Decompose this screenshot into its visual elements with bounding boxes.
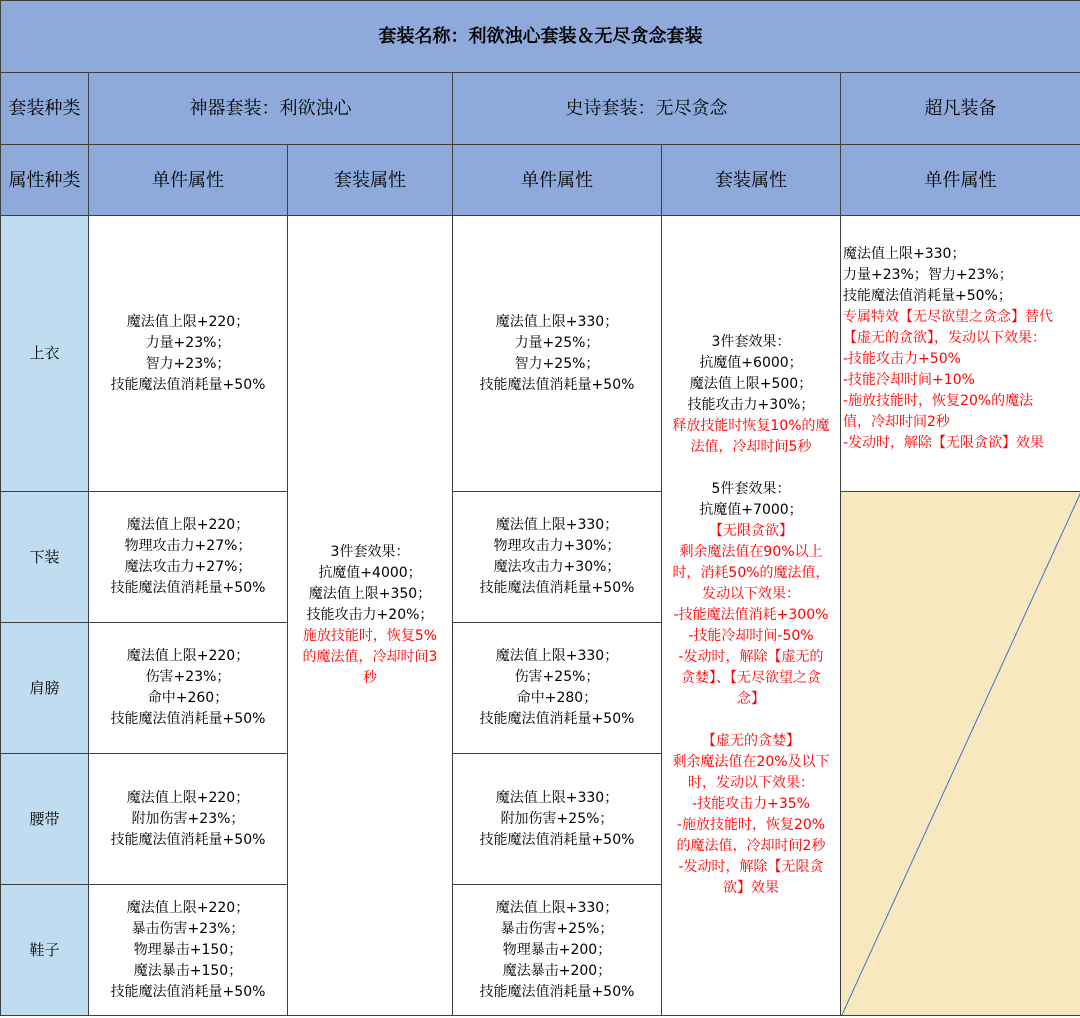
attr-line: 魔法值上限+330； (495, 789, 619, 806)
set-type-label: 套装种类 (1, 73, 89, 145)
bonus-special-line: 发动以下效果： (702, 586, 800, 602)
special-line: 【虚无的贪欲】，发动以下效果： (843, 330, 1046, 346)
bonus-special-line: 剩余魔法值在90%以上 (679, 544, 823, 560)
attr-line: 伤害+23%； (145, 669, 231, 685)
set2-single-attr-header: 单件属性 (453, 145, 662, 216)
set1-shoes-attrs (89, 885, 288, 1016)
set2-pants-attrs (453, 492, 662, 623)
bonus-line: 5件套效果： (711, 481, 791, 497)
attr-line: 力量+23%； (145, 334, 231, 351)
bonus-special-line: 的魔法值，冷却时间2秒 (676, 838, 826, 854)
empty-diagonal-cell (841, 492, 1080, 1016)
attr-line: 力量+25%； (514, 334, 600, 351)
attr-line: 魔法攻击力+30%； (493, 559, 621, 575)
attr-line: 技能魔法值消耗量+50% (479, 831, 635, 848)
attr-line: 魔法值上限+220； (126, 899, 250, 916)
attr-line: 命中+280； (516, 690, 598, 706)
attr-line: 附加伤害+23%； (131, 810, 245, 827)
special-line: -技能攻击力+50% (843, 351, 961, 367)
set2-set-attr-header: 套装属性 (662, 145, 841, 216)
attr-line: 暴击伤害+25%； (500, 920, 614, 937)
attr-line: 技能魔法值消耗量+50% (479, 580, 635, 596)
attr-line: 技能魔法值消耗量+50% (110, 376, 266, 393)
attr-line: 技能魔法值消耗量+50% (110, 711, 266, 727)
set1-set-attr-header: 套装属性 (288, 145, 453, 216)
bonus-special-line: -施放技能时，恢复20% (676, 817, 826, 833)
attr-line: 技能魔法值消耗量+50% (110, 831, 266, 848)
attr-line: 物理攻击力+30%； (493, 538, 621, 554)
attr-line: 暴击伤害+23%； (131, 920, 245, 937)
set1-shoulder-attrs (89, 623, 288, 754)
bonus-special-line: -技能冷却时间-50% (688, 628, 814, 644)
set2-shoes-attrs (453, 885, 662, 1016)
bonus-special-line: 【虚无的贪婪】 (702, 733, 800, 749)
diagonal-line (841, 492, 1080, 1016)
attr-line: 伤害+25%； (514, 669, 600, 685)
bonus-line: 3件套效果： (711, 334, 791, 350)
bonus-special-line: -技能魔法值消耗+300% (673, 607, 829, 623)
special-line: 专属特效【无尽欲望之贪念】替代 (843, 309, 1053, 325)
attr-line: 附加伤害+25%； (500, 810, 614, 827)
bonus-line: 抗魔值+7000； (699, 502, 803, 518)
bonus-line: 魔法值上限+500； (689, 376, 813, 392)
set2-bonus (662, 216, 841, 1016)
attr-line: 物理攻击力+27%； (124, 538, 252, 554)
bonus-special-line: 释放技能时恢复10%的魔 (672, 418, 830, 434)
bonus-line: 魔法值上限+350； (308, 586, 432, 602)
attr-line: 魔法值上限+220； (126, 313, 250, 330)
set1-top-attrs (89, 216, 288, 492)
bonus-line: 抗魔值+4000； (318, 565, 422, 581)
attr-line: 魔法值上限+330； (495, 899, 619, 916)
bonus-special-line: 时，发动以下效果： (688, 775, 814, 791)
set1-bonus (288, 216, 453, 1016)
bonus-special-line: -发动时，解除【虚无的 (678, 649, 824, 665)
attr-line: 魔法值上限+330； (843, 246, 966, 262)
row-label-belt: 腰带 (1, 754, 89, 885)
special-line: -施放技能时，恢复20%的魔法 (843, 393, 1034, 409)
attr-type-label: 属性种类 (1, 145, 89, 216)
attr-line: 魔法攻击力+27%； (124, 559, 252, 575)
set2-shoulder-attrs (453, 623, 662, 754)
spacer (664, 710, 838, 731)
set2-name: 史诗套装：无尽贪念 (453, 73, 841, 145)
row-label-pants: 下装 (1, 492, 89, 623)
bonus-special-line: 贪婪】、【无尽欲望之贪 (681, 670, 821, 686)
table-title: 套装名称：利欲浊心套装＆无尽贪念套装 (1, 1, 1080, 73)
bonus-special-line: 秒 (363, 670, 377, 686)
bonus-special-line: 时，消耗50%的魔法值， (672, 565, 830, 581)
bonus-line: 抗魔值+6000； (699, 355, 803, 371)
attr-line: 魔法值上限+220； (126, 517, 250, 533)
row-label-shoulder: 肩膀 (1, 623, 89, 754)
special-line: 值，冷却时间2秒 (843, 414, 950, 430)
bonus-line: 技能攻击力+20%； (306, 607, 434, 623)
set3-single-attr-header: 单件属性 (841, 145, 1080, 216)
special-line: -技能冷却时间+10% (843, 372, 975, 388)
attr-line: 技能魔法值消耗量+50% (479, 376, 635, 393)
attr-line: 智力+23%； (145, 355, 231, 372)
attr-line: 命中+260； (147, 690, 229, 706)
bonus-special-line: -发动时，解除【无限贪 (678, 859, 824, 875)
attr-line: 魔法值上限+330； (495, 313, 619, 330)
set2-top-attrs (453, 216, 662, 492)
bonus-special-line: 的魔法值，冷却时间3 (302, 649, 438, 665)
attr-line: 技能魔法值消耗量+50% (110, 580, 266, 596)
attr-line: 力量+23%；智力+23%； (843, 267, 1013, 283)
bonus-special-line: 剩余魔法值在20%及以下 (672, 754, 830, 770)
row-label-top: 上衣 (1, 216, 89, 492)
bonus-special-line: -技能攻击力+35% (692, 796, 810, 812)
set1-name: 神器套装：利欲浊心 (89, 73, 453, 145)
bonus-line: 3件套效果： (330, 544, 410, 560)
bonus-special-line: 施放技能时，恢复5% (302, 628, 438, 644)
bonus-special-line: 欲】效果 (723, 880, 779, 896)
attr-line: 物理暴击+150； (133, 941, 243, 958)
set1-pants-attrs (89, 492, 288, 623)
attr-line: 物理暴击+200； (502, 941, 612, 958)
attr-line: 魔法暴击+150； (133, 962, 243, 979)
transcend-attrs (841, 216, 1080, 492)
bonus-special-line: 念】 (737, 691, 765, 707)
attr-line: 魔法值上限+330； (495, 517, 619, 533)
set1-belt-attrs (89, 754, 288, 885)
attr-line: 技能魔法值消耗量+50% (479, 983, 635, 1000)
bonus-special-line: 法值，冷却时间5秒 (690, 439, 812, 455)
set3-name: 超凡装备 (841, 73, 1080, 145)
attr-line: 技能魔法值消耗量+50% (110, 983, 266, 1000)
spacer (664, 458, 838, 479)
attr-line: 魔法暴击+200； (502, 962, 612, 979)
attr-line: 魔法值上限+220； (126, 648, 250, 664)
attr-line: 智力+25%； (514, 355, 600, 372)
attr-line: 魔法值上限+330； (495, 648, 619, 664)
special-line: -发动时，解除【无限贪欲】效果 (843, 435, 1045, 451)
attr-line: 技能魔法值消耗量+50% (479, 711, 635, 727)
set1-single-attr-header: 单件属性 (89, 145, 288, 216)
bonus-line: 技能攻击力+30%； (687, 397, 815, 413)
bonus-special-line: 【无限贪欲】 (709, 523, 793, 539)
attr-line: 魔法值上限+220； (126, 789, 250, 806)
attr-line: 技能魔法值消耗量+50%； (843, 288, 1012, 304)
set2-belt-attrs (453, 754, 662, 885)
row-label-shoes: 鞋子 (1, 885, 89, 1016)
